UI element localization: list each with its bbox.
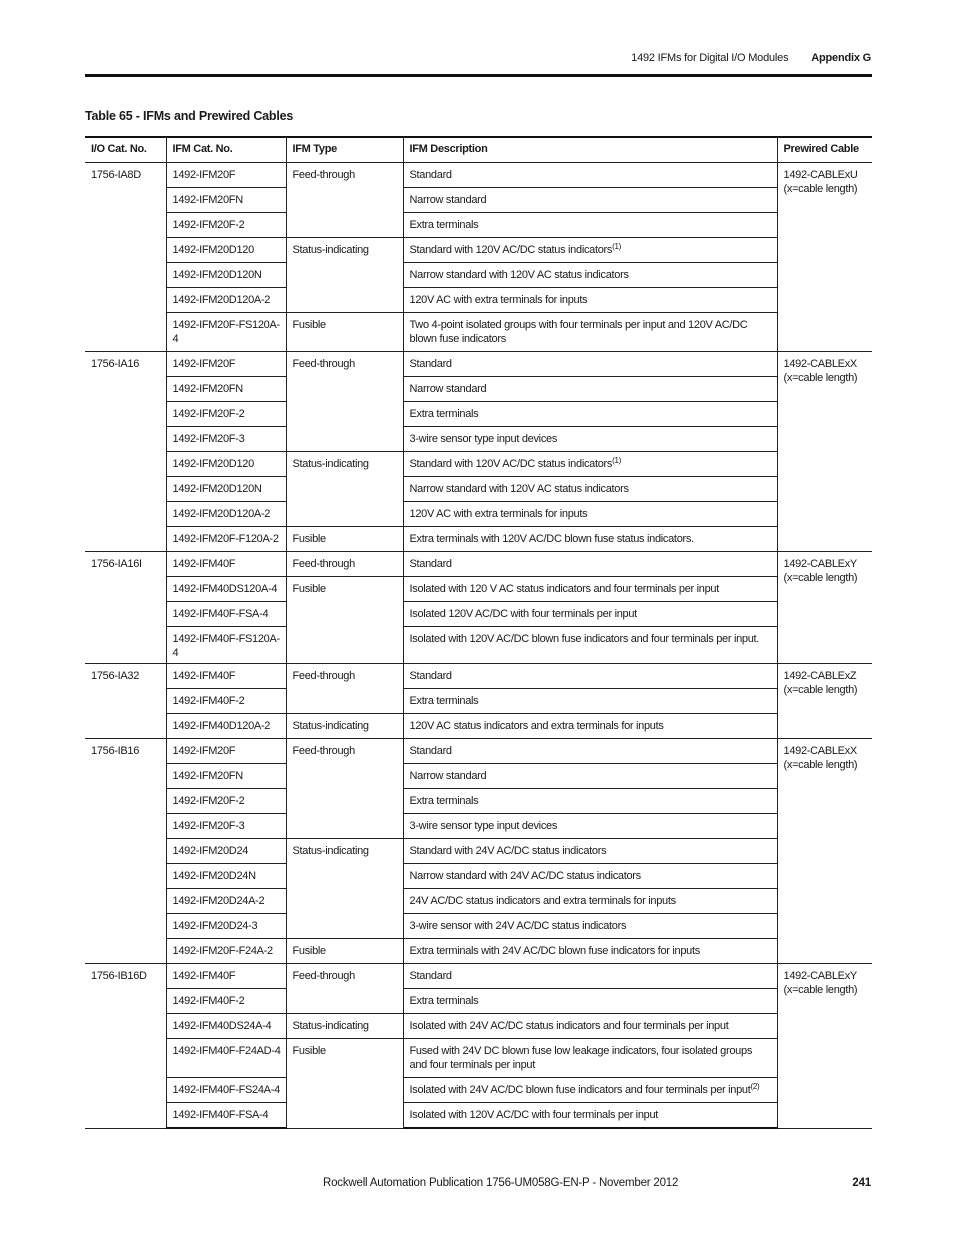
table-row: [85, 352, 872, 377]
description-text: Standard: [409, 745, 452, 757]
table-row: [85, 739, 872, 764]
prewired-cable-cell: [777, 739, 872, 964]
ifm-description-cell: [403, 477, 777, 502]
table-row: [85, 989, 872, 1014]
description-text: Narrow standard: [409, 383, 487, 395]
ifm-description-cell: [403, 964, 777, 989]
ifm-description-cell: [403, 263, 777, 288]
description-text: 3-wire sensor type input devices: [409, 820, 558, 832]
ifm-description-cell: [403, 402, 777, 427]
description-text: Extra terminals: [409, 219, 479, 231]
ifm-description-cell: [403, 163, 777, 188]
ifm-cat-cell: 1492-IFM20D24N: [166, 864, 286, 889]
ifm-description-cell: [403, 352, 777, 377]
ifm-description-cell: [403, 764, 777, 789]
table-row: [85, 477, 872, 502]
table-row: [85, 714, 872, 739]
table-row: [85, 1103, 872, 1129]
ifm-cat-cell: 1492-IFM20D24-3: [166, 914, 286, 939]
ifm-description-cell: [403, 714, 777, 739]
ifm-type-cell: Feed-through: [286, 964, 403, 1014]
description-text: 3-wire sensor type input devices: [409, 433, 558, 445]
header-rule: [85, 74, 872, 77]
ifm-description-cell: [403, 602, 777, 627]
column-header-io-cat: I/O Cat. No.: [85, 137, 166, 163]
io-cat-cell: 1756-IB16D: [85, 964, 166, 1129]
description-text: Extra terminals: [409, 695, 479, 707]
prewired-cable-cell: [777, 163, 872, 352]
table-row: [85, 939, 872, 964]
cable-note: (x=cable length): [783, 984, 858, 996]
cable-cat-no: 1492-CABLExY: [783, 558, 857, 570]
ifm-cat-cell: 1492-IFM40F-FS24A-4: [166, 1078, 286, 1103]
table-row: [85, 689, 872, 714]
description-text: Standard with 120V AC/DC status indicators: [409, 458, 613, 470]
ifm-cat-cell: 1492-IFM40DS24A-4: [166, 1014, 286, 1039]
column-header-prewired-cable: Prewired Cable: [777, 137, 872, 163]
description-text: Isolated with 120V AC/DC blown fuse indicators and four terminals per input.: [409, 633, 760, 645]
ifm-cat-cell: 1492-IFM20D120N: [166, 263, 286, 288]
description-text: Standard: [409, 670, 452, 682]
ifm-cat-cell: 1492-IFM20F-2: [166, 402, 286, 427]
description-text: Isolated with 24V AC/DC status indicators and four terminals per input: [409, 1020, 729, 1032]
ifm-type-cell: Status-indicating: [286, 452, 403, 527]
ifm-cat-cell: 1492-IFM20F-FS120A-4: [166, 313, 286, 352]
prewired-cable-cell: [777, 352, 872, 552]
description-text: Fused with 24V DC blown fuse low leakage indicators, four isolated groups and four terminals per input: [409, 1045, 753, 1071]
ifm-description-cell: [403, 452, 777, 477]
ifm-cat-cell: 1492-IFM40DS120A-4: [166, 577, 286, 602]
table-row: [85, 602, 872, 627]
ifm-description-cell: [403, 864, 777, 889]
cable-note: (x=cable length): [783, 372, 858, 384]
description-text: 24V AC/DC status indicators and extra terminals for inputs: [409, 895, 676, 907]
ifm-description-cell: [403, 839, 777, 864]
ifm-description-cell: [403, 188, 777, 213]
ifm-cat-cell: 1492-IFM20F-2: [166, 789, 286, 814]
ifm-type-cell: Status-indicating: [286, 238, 403, 313]
description-text: 3-wire sensor with 24V AC/DC status indicators: [409, 920, 627, 932]
table-row: [85, 1078, 872, 1103]
table-row: [85, 377, 872, 402]
ifm-cat-cell: 1492-IFM40F-FSA-4: [166, 1103, 286, 1129]
description-text: 120V AC with extra terminals for inputs: [409, 508, 588, 520]
table-row: [85, 313, 872, 352]
table-row: [85, 577, 872, 602]
ifm-description-cell: [403, 213, 777, 238]
table-title: Table 65 - IFMs and Prewired Cables: [85, 109, 294, 123]
table-row: [85, 764, 872, 789]
description-text: Standard: [409, 358, 452, 370]
table-row: [85, 238, 872, 263]
ifm-cat-cell: 1492-IFM20FN: [166, 188, 286, 213]
ifm-description-cell: [403, 889, 777, 914]
ifm-cat-cell: 1492-IFM20FN: [166, 764, 286, 789]
table-body: [85, 163, 872, 1129]
cable-note: (x=cable length): [783, 183, 858, 195]
ifm-description-cell: [403, 1078, 777, 1103]
ifm-cat-cell: 1492-IFM20F: [166, 163, 286, 188]
description-text: Extra terminals: [409, 408, 479, 420]
table-row: [85, 1039, 872, 1078]
ifm-description-cell: [403, 502, 777, 527]
table-row: [85, 664, 872, 689]
table-row: [85, 213, 872, 238]
ifm-type-cell: Status-indicating: [286, 1014, 403, 1039]
table-row: [85, 914, 872, 939]
ifm-cat-cell: 1492-IFM40F-F24AD-4: [166, 1039, 286, 1078]
table-row: [85, 188, 872, 213]
prewired-cable-cell: [777, 964, 872, 1129]
cable-cat-no: 1492-CABLExZ: [783, 670, 857, 682]
footnote-ref: (2): [750, 1082, 760, 1091]
ifm-description-cell: [403, 1039, 777, 1078]
ifm-type-cell: Fusible: [286, 313, 403, 352]
ifm-cat-cell: 1492-IFM40F: [166, 964, 286, 989]
table-row: [85, 452, 872, 477]
ifm-description-cell: [403, 989, 777, 1014]
table-row: [85, 527, 872, 552]
ifm-cat-cell: 1492-IFM20F: [166, 352, 286, 377]
ifm-cat-cell: 1492-IFM20F-2: [166, 213, 286, 238]
ifm-cat-cell: 1492-IFM20F: [166, 739, 286, 764]
description-text: Extra terminals with 120V AC/DC blown fuse status indicators.: [409, 533, 694, 545]
column-header-ifm-type: IFM Type: [286, 137, 403, 163]
ifm-description-cell: [403, 313, 777, 352]
ifm-cat-cell: 1492-IFM40F-FSA-4: [166, 602, 286, 627]
ifm-description-cell: [403, 427, 777, 452]
table-row: [85, 502, 872, 527]
cable-note: (x=cable length): [783, 759, 858, 771]
description-text: Standard: [409, 558, 452, 570]
ifm-description-cell: [403, 1014, 777, 1039]
ifm-table: [85, 136, 872, 1129]
ifm-cat-cell: 1492-IFM20FN: [166, 377, 286, 402]
ifm-cat-cell: 1492-IFM40F-2: [166, 989, 286, 1014]
ifm-type-cell: Feed-through: [286, 664, 403, 714]
ifm-description-cell: [403, 1103, 777, 1129]
ifm-type-cell: Feed-through: [286, 739, 403, 839]
ifm-cat-cell: 1492-IFM20F-3: [166, 427, 286, 452]
ifm-description-cell: [403, 577, 777, 602]
description-text: Isolated with 120V AC/DC with four terminals per input: [409, 1109, 659, 1121]
description-text: Isolated 120V AC/DC with four terminals per input: [409, 608, 637, 620]
description-text: Standard with 24V AC/DC status indicators: [409, 845, 607, 857]
ifm-cat-cell: 1492-IFM20D24A-2: [166, 889, 286, 914]
ifm-cat-cell: 1492-IFM20D120A-2: [166, 288, 286, 313]
ifm-description-cell: [403, 939, 777, 964]
footer-publication: Rockwell Automation Publication 1756-UM058G-EN-P - November 2012: [323, 1177, 679, 1189]
ifm-type-cell: Fusible: [286, 939, 403, 964]
ifm-description-cell: [403, 914, 777, 939]
prewired-cable-cell: [777, 664, 872, 739]
ifm-type-cell: Status-indicating: [286, 714, 403, 739]
description-text: Standard: [409, 169, 452, 181]
description-text: Standard with 120V AC/DC status indicators: [409, 244, 613, 256]
description-text: 120V AC status indicators and extra terminals for inputs: [409, 720, 664, 732]
table-row: [85, 402, 872, 427]
ifm-cat-cell: 1492-IFM40F: [166, 664, 286, 689]
header-section-title: 1492 IFMs for Digital I/O Modules: [631, 52, 789, 64]
description-text: Narrow standard: [409, 770, 487, 782]
table-row: [85, 814, 872, 839]
table-row: [85, 789, 872, 814]
ifm-cat-cell: 1492-IFM40F-2: [166, 689, 286, 714]
io-cat-cell: 1756-IA32: [85, 664, 166, 739]
page-number: 241: [852, 1177, 871, 1189]
cable-note: (x=cable length): [783, 684, 858, 696]
table-row: [85, 889, 872, 914]
ifm-description-cell: [403, 814, 777, 839]
ifm-description-cell: [403, 238, 777, 263]
description-text: Isolated with 24V AC/DC blown fuse indicators and four terminals per input: [409, 1084, 751, 1096]
prewired-cable-cell: [777, 552, 872, 664]
cable-note: (x=cable length): [783, 572, 858, 584]
ifm-type-cell: Fusible: [286, 527, 403, 552]
table-row: [85, 964, 872, 989]
ifm-description-cell: [403, 789, 777, 814]
ifm-cat-cell: 1492-IFM20F-F120A-2: [166, 527, 286, 552]
table-row: [85, 427, 872, 452]
table-header-row: [85, 137, 872, 163]
table-row: [85, 627, 872, 664]
ifm-cat-cell: 1492-IFM20D120: [166, 452, 286, 477]
ifm-cat-cell: 1492-IFM20D120A-2: [166, 502, 286, 527]
table-row: [85, 163, 872, 188]
ifm-type-cell: Feed-through: [286, 352, 403, 452]
ifm-cat-cell: 1492-IFM20F-3: [166, 814, 286, 839]
footnote-ref: (1): [612, 456, 622, 465]
cable-cat-no: 1492-CABLExX: [783, 358, 857, 370]
ifm-description-cell: [403, 627, 777, 664]
io-cat-cell: 1756-IA16: [85, 352, 166, 552]
cable-cat-no: 1492-CABLExX: [783, 745, 857, 757]
ifm-cat-cell: 1492-IFM40F: [166, 552, 286, 577]
ifm-description-cell: [403, 739, 777, 764]
description-text: 120V AC with extra terminals for inputs: [409, 294, 588, 306]
cable-cat-no: 1492-CABLExU: [783, 169, 858, 181]
ifm-cat-cell: 1492-IFM40D120A-2: [166, 714, 286, 739]
description-text: Extra terminals: [409, 995, 479, 1007]
ifm-cat-cell: 1492-IFM20D120N: [166, 477, 286, 502]
description-text: Two 4-point isolated groups with four terminals per input and 120V AC/DC blown fuse indicators: [409, 319, 748, 345]
ifm-description-cell: [403, 377, 777, 402]
column-header-ifm-description: IFM Description: [403, 137, 777, 163]
running-header: [631, 52, 871, 64]
io-cat-cell: 1756-IA16I: [85, 552, 166, 664]
ifm-cat-cell: 1492-IFM20D24: [166, 839, 286, 864]
footnote-ref: (1): [612, 242, 622, 251]
description-text: Extra terminals with 24V AC/DC blown fuse indicators for inputs: [409, 945, 700, 957]
description-text: Extra terminals: [409, 795, 479, 807]
table-row: [85, 552, 872, 577]
cable-cat-no: 1492-CABLExY: [783, 970, 857, 982]
column-header-ifm-cat: IFM Cat. No.: [166, 137, 286, 163]
description-text: Narrow standard with 120V AC status indicators: [409, 269, 629, 281]
description-text: Narrow standard with 120V AC status indicators: [409, 483, 629, 495]
description-text: Narrow standard with 24V AC/DC status indicators: [409, 870, 641, 882]
ifm-type-cell: Fusible: [286, 577, 403, 664]
table-row: [85, 263, 872, 288]
ifm-description-cell: [403, 552, 777, 577]
ifm-description-cell: [403, 689, 777, 714]
ifm-cat-cell: 1492-IFM40F-FS120A-4: [166, 627, 286, 664]
ifm-description-cell: [403, 527, 777, 552]
header-appendix-label: Appendix G: [811, 52, 871, 64]
table-row: [85, 864, 872, 889]
ifm-type-cell: Status-indicating: [286, 839, 403, 939]
description-text: Standard: [409, 970, 452, 982]
description-text: Isolated with 120 V AC status indicators and four terminals per input: [409, 583, 719, 595]
ifm-description-cell: [403, 664, 777, 689]
ifm-type-cell: Feed-through: [286, 552, 403, 577]
ifm-type-cell: Fusible: [286, 1039, 403, 1129]
ifm-description-cell: [403, 288, 777, 313]
io-cat-cell: 1756-IB16: [85, 739, 166, 964]
description-text: Narrow standard: [409, 194, 487, 206]
ifm-type-cell: Feed-through: [286, 163, 403, 238]
ifm-cat-cell: 1492-IFM20F-F24A-2: [166, 939, 286, 964]
table-row: [85, 1014, 872, 1039]
ifm-cat-cell: 1492-IFM20D120: [166, 238, 286, 263]
table-row: [85, 288, 872, 313]
table-row: [85, 839, 872, 864]
io-cat-cell: 1756-IA8D: [85, 163, 166, 352]
